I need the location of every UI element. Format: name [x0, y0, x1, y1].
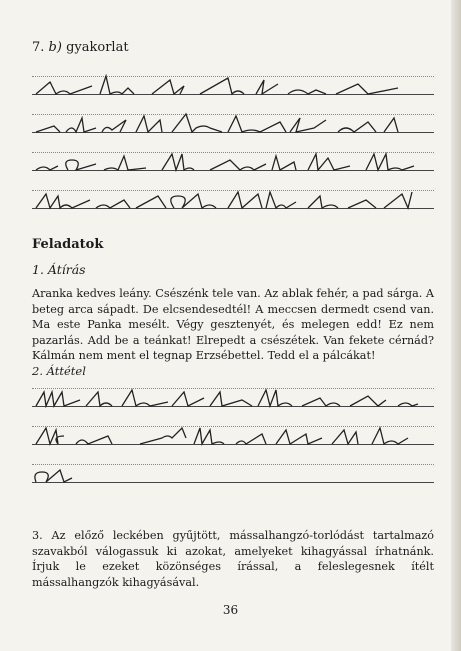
shorthand-line [32, 384, 434, 414]
tasks-heading: Feladatok [32, 237, 104, 252]
shorthand-writing [32, 148, 434, 178]
shorthand-line [32, 72, 434, 102]
shorthand-line [32, 186, 434, 216]
shorthand-line [32, 148, 434, 178]
exercise-number: 7. [32, 40, 45, 55]
task3-text: 3. Az előző leckében gyűjtött, mássalhangzó-torlódást tartalmazó szavakból válogassuk ki azokat, amelyeket kihagyással írhatnánk. Írjuk le ezeket közönséges írással, a feleslegesnek ítélt mássalhangzók kihagyásával. [32, 529, 434, 589]
page-number: 36 [222, 603, 239, 617]
shorthand-writing [32, 422, 434, 452]
shorthand-writing [32, 72, 434, 102]
shorthand-writing [32, 110, 434, 140]
shorthand-exercise-block [32, 72, 434, 216]
exercise-letter: b) [48, 40, 62, 55]
exercise-title [32, 40, 129, 55]
task1-text: Aranka kedves leány. Csészénk tele van. Az ablak fehér, a pad sárga. A beteg arca sápadt. De elcsendesedtél! A meccsen dermedt csend van. Ma este Panka mesélt. Végy gesztenyét, és melegen edd! Ez nem pazarlás. Add be a teánkat! Elrepedt a csészétek. Van fekete cérnád? Kálmán nem ment el tegnap Erzsébettel. Tedd el a pálcákat! [32, 287, 434, 362]
shorthand-line [32, 460, 434, 490]
shorthand-line [32, 110, 434, 140]
shorthand-writing [32, 186, 434, 216]
shorthand-task2-block [32, 384, 434, 490]
task2-label: 2. Áttétel [32, 364, 86, 378]
page-binding-edge [451, 0, 461, 651]
shorthand-writing [32, 460, 434, 490]
task1-label: 1. Átírás [32, 262, 86, 277]
exercise-title-text: gyakorlat [66, 40, 129, 55]
shorthand-writing [32, 384, 434, 414]
shorthand-line [32, 422, 434, 452]
